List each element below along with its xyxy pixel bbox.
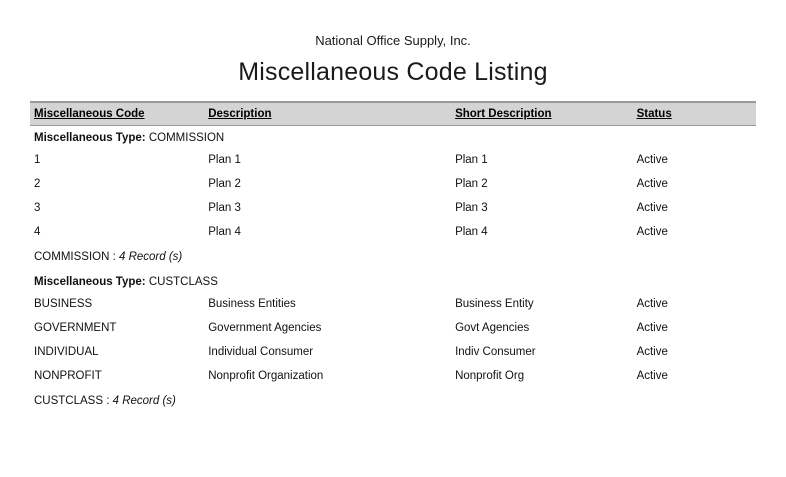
group-footer-row bbox=[30, 244, 756, 270]
column-header-code: Miscellaneous Code bbox=[30, 103, 204, 126]
cell-short-description: Plan 4 bbox=[455, 226, 488, 238]
cell-description: Individual Consumer bbox=[208, 346, 314, 358]
cell-description: Business Entities bbox=[208, 298, 296, 310]
group-type-cell bbox=[30, 126, 756, 149]
group-footer-count: 4 Record (s) bbox=[112, 395, 176, 407]
cell-status: Active bbox=[636, 298, 668, 310]
cell-status: Active bbox=[636, 346, 668, 358]
cell-code: INDIVIDUAL bbox=[34, 346, 99, 358]
cell-status: Active bbox=[636, 178, 668, 190]
table-header-row bbox=[30, 103, 756, 126]
cell-description: Plan 4 bbox=[208, 226, 241, 238]
cell-code: 2 bbox=[34, 178, 41, 190]
cell-short-description: Indiv Consumer bbox=[455, 346, 536, 358]
cell-status: Active bbox=[636, 322, 668, 334]
page-title: Miscellaneous Code Listing bbox=[238, 58, 548, 86]
report-page bbox=[0, 33, 786, 477]
cell-description: Plan 2 bbox=[208, 178, 241, 190]
table-row bbox=[30, 364, 756, 388]
cell-status: Active bbox=[636, 370, 668, 382]
cell-description: Nonprofit Organization bbox=[208, 370, 324, 382]
table-body bbox=[30, 126, 756, 415]
cell-description: Plan 1 bbox=[208, 154, 241, 166]
group-header-row bbox=[30, 126, 756, 149]
table-row bbox=[30, 172, 756, 196]
table-row bbox=[30, 316, 756, 340]
group-type-value: CUSTCLASS bbox=[148, 276, 218, 288]
listing-table-wrapper bbox=[30, 102, 756, 414]
cell-code: BUSINESS bbox=[34, 298, 93, 310]
cell-status: Active bbox=[636, 202, 668, 214]
group-type-label: Miscellaneous Type: bbox=[34, 132, 146, 144]
cell-status: Active bbox=[636, 226, 668, 238]
group-type-cell bbox=[30, 270, 756, 292]
table-row bbox=[30, 220, 756, 244]
table-header bbox=[30, 103, 756, 126]
table-row bbox=[30, 340, 756, 364]
cell-code: 1 bbox=[34, 154, 41, 166]
table-row bbox=[30, 148, 756, 172]
group-type-value: COMMISSION bbox=[148, 132, 225, 144]
cell-short-description: Business Entity bbox=[455, 298, 534, 310]
cell-short-description: Plan 1 bbox=[455, 154, 488, 166]
cell-short-description: Plan 2 bbox=[455, 178, 488, 190]
cell-description: Plan 3 bbox=[208, 202, 241, 214]
cell-description: Government Agencies bbox=[208, 322, 322, 334]
cell-code: 4 bbox=[34, 226, 41, 238]
cell-short-description: Plan 3 bbox=[455, 202, 488, 214]
group-footer-name: CUSTCLASS : bbox=[34, 395, 110, 407]
group-type-label: Miscellaneous Type: bbox=[34, 276, 146, 288]
company-name: National Office Supply, Inc. bbox=[315, 33, 471, 48]
table-row bbox=[30, 292, 756, 316]
column-header-short-description: Short Description bbox=[451, 103, 633, 126]
cell-code: 3 bbox=[34, 202, 41, 214]
group-header-row bbox=[30, 270, 756, 292]
column-header-status: Status bbox=[633, 103, 756, 126]
group-footer-row bbox=[30, 388, 756, 414]
cell-code: NONPROFIT bbox=[34, 370, 102, 382]
miscellaneous-code-table bbox=[30, 102, 756, 414]
group-footer-count: 4 Record (s) bbox=[118, 251, 183, 263]
cell-status: Active bbox=[636, 154, 668, 166]
column-header-description: Description bbox=[204, 103, 451, 126]
group-footer-name: COMMISSION : bbox=[34, 251, 116, 263]
cell-code: GOVERNMENT bbox=[34, 322, 117, 334]
group-footer-cell bbox=[30, 388, 756, 414]
table-row bbox=[30, 196, 756, 220]
cell-short-description: Nonprofit Org bbox=[455, 370, 525, 382]
group-footer-cell bbox=[30, 244, 756, 270]
cell-short-description: Govt Agencies bbox=[455, 322, 530, 334]
